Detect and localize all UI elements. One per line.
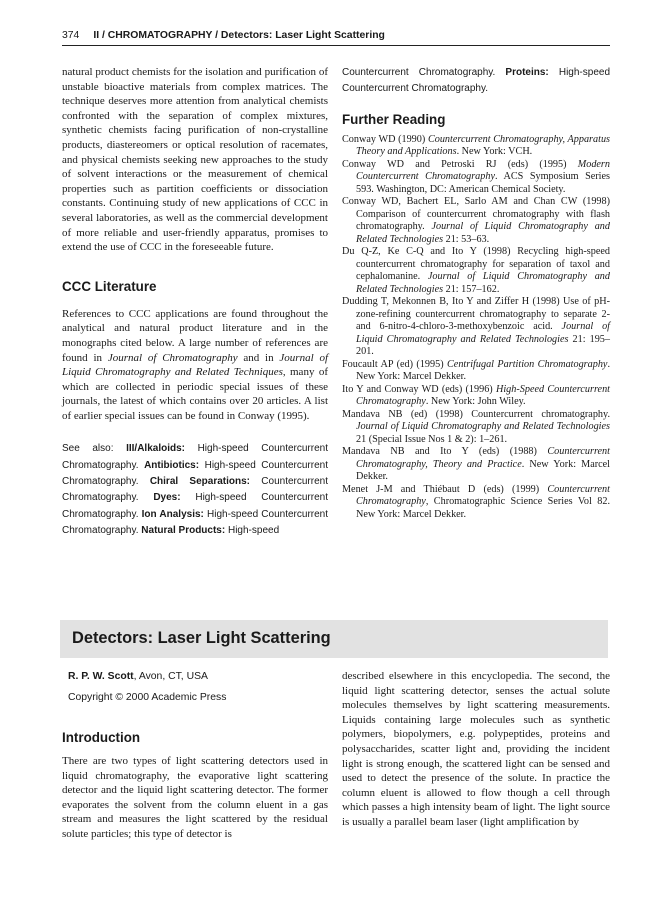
reference-text: Du Q-Z, Ke C-Q and Ito Y (1998) Recycling high-speed countercurrent chromatography for separation of taxol and cephalomanine. [342,246,610,283]
article-left-column [62,730,328,842]
see-also-lead: See also: [62,443,127,455]
ccc-text-2: and in [237,351,280,364]
see-also-proteins[interactable]: Proteins: [505,67,549,78]
reference-text: 21: 157–162. [443,283,500,295]
reference-text: Conway WD (1990) [342,133,428,145]
reference-item [342,246,610,296]
article-byline [68,670,328,705]
reference-title: Journal of Liquid Chromatography and Related Technologies [356,421,610,433]
reference-item [342,359,610,384]
reference-item [342,196,610,246]
reference-text: Ito Y and Conway WD (eds) (1996) [342,383,496,395]
see-also-proteins-text: High-speed Countercurrent Chromatography. [342,67,611,95]
reference-text: . New York: John Wiley. [425,396,526,408]
reference-title: Journal of Liquid Chromatography and Related Technologies [356,321,610,345]
reference-text: Mandava NB (ed) (1998) Countercurrent chromatography. [342,408,610,420]
copyright-line: Copyright © 2000 Academic Press [68,692,227,703]
reference-title: Countercurrent Chromatography, Apparatus Theory and Applications [356,133,610,158]
reference-title: Journal of Liquid Chromatography and Related Technologies [356,271,610,295]
ccc-text-3: , many of which are collected in periodic special issues of these journals, the latest of which contains over 20 articles. A list of earlier special issues can be found in Conway (1995). [62,366,328,422]
reference-title: Countercurrent Chromatography [356,483,610,508]
reference-text: Dudding T, Mekonnen B, Ito Y and Ziffer H (1998) Use of pH-zone-refining countercurrent chromatography to separate 2- and 6-nitro-4-chloro-3-methoxybenzoic acid. [342,296,610,333]
article-title-banner [60,620,608,658]
reference-list [342,134,610,522]
reference-item [342,296,610,359]
introduction-paragraph-left: There are two types of light scattering detectors used in liquid chromatography, the evaporative light scattering detector and the liquid light scattering detector. The former evaporates the solvent from the column eluent in a gas stream and measures the light scattered by the residual solute particles; this type of detector is [62,755,328,840]
see-also-antibiotics-text: High-speed Countercurrent Chromatography. [62,459,328,488]
reference-title: Countercurrent Chromatography, Theory and Practice [356,446,610,470]
introduction-heading: Introduction [62,730,141,745]
left-column [62,65,328,539]
reference-text: Foucault AP (ed) (1995) [342,358,448,370]
introduction-paragraph-right: described elsewhere in this encyclopedia. The second, the liquid light scattering detector, senses the actual solute molecules themselves by light scattering measurements. Liquids containing large molecules such as synthetic polymers, biopolymers, e.g. polypeptides, proteins and polysaccharides, scatter light and, providing the incident light is strong enough, the scattered light can be sensed and used to detect the presence of the solute. In practice the column eluent is allowed to flow though a cell through which passes a high intensity beam of light. The light source is usually a parallel beam laser (light amplification by [342,670,610,828]
reference-item [342,446,610,484]
reference-text: . New York: Marcel Dekker. [356,358,610,383]
see-also-block [62,441,328,539]
journal-chromatography: Journal of Chromatography [107,351,238,364]
ccc-literature-paragraph [62,307,328,424]
reference-title: Journal of Liquid Chromatography and Related Technologies [356,221,610,245]
see-also-chiral-text: Countercurrent Chromatography. [62,476,328,504]
author-name: R. P. W. Scott [68,671,134,682]
page-number: 374 [62,30,80,41]
see-also-continued [342,65,610,98]
ccc-literature-heading: CCC Literature [62,278,157,294]
see-also-dyes[interactable]: Dyes: [153,492,181,504]
reference-text: 21: 53–63. [443,233,490,245]
see-also-antibiotics[interactable]: Antibiotics: [144,459,200,471]
reference-text: Menet J-M and Thiébaut D (eds) (1999) [342,483,548,495]
reference-text: , Chromatographic Science Series Vol 82. New York: Marcel Dekker. [356,496,610,520]
intro-paragraph: natural product chemists for the isolation and purification of unstable bioactive materials from complex matrices. The technique deserves more attention from analytical chemists confronted with the separation of complex mixtures, synthetic chemists facing purification of non-crystalline products, diastereomers or optical resolution of racemates, and physical chemists seeking new approaches to the study of solvent interactions or the measurement of chemical properties such as partition coefficients or dissociation constants. Continuing study of new applications of CCC in several laboratories, as well as the commercial development of more reliable and user-friendly apparatus, promises to extend the use of CCC in the foreseeable future. [62,66,328,254]
reference-item [342,159,610,197]
author-line [68,670,328,684]
running-header [62,29,610,46]
journal-liquid-chromatography: Journal of Liquid Chromatography and Related Techniques [62,351,328,379]
reference-text: Conway WD, Bachert EL, Sarlo AM and Chan CW (1998) Comparison of countercurrent chromatography with flash chromatography. [342,196,610,233]
author-affiliation: , Avon, CT, USA [133,671,208,682]
reference-title: Centrifugal Partition Chromatography [447,358,608,370]
see-also-alkaloids-text: High-speed Countercurrent Chromatography. [62,443,328,471]
reference-item [342,484,610,522]
reference-text: 21 (Special Issue Nos 1 & 2): 1–261. [356,433,508,445]
article-title: Detectors: Laser Light Scattering [72,629,331,647]
see-also-dyes-text: High-speed Countercurrent Chromatography. [62,492,328,520]
see-also-natural-products[interactable]: Natural Products: [141,524,226,536]
see-also-chiral[interactable]: Chiral Separations: [149,476,251,488]
reference-text: Conway WD and Petroski RJ (eds) (1995) [342,158,578,170]
reference-title: Modern Countercurrent Chromatography [356,158,610,183]
reference-title: High-Speed Countercurrent Chromatography [356,383,610,408]
reference-item [342,384,610,409]
reference-item [342,409,610,447]
reference-text: . New York: Marcel Dekker. [356,458,610,483]
see-also-ion-text: High-speed Countercurrent Chromatography. [62,508,328,536]
running-title: II / CHROMATOGRAPHY / Detectors: Laser Light Scattering [93,30,385,41]
further-reading-heading: Further Reading [342,111,446,127]
reference-text: 21: 195–201. [356,333,610,358]
reference-text: Mandava NB and Ito Y (eds) (1988) [342,446,548,458]
ccc-text-1: References to CCC applications are found throughout the analytical and natural product literature and in the monographs cited below. A large number of references are found in [62,307,328,364]
right-column [342,65,610,521]
see-also-cont-text: Countercurrent Chromatography. [342,67,506,78]
reference-item [342,134,610,159]
see-also-natural-text: High-speed [225,524,280,536]
see-also-ion-analysis[interactable]: Ion Analysis: [141,508,204,520]
article-right-column [342,669,610,830]
reference-text: . ACS Symposium Series 593. Washington, DC: American Chemical Society. [356,171,610,195]
see-also-alkaloids[interactable]: III/Alkaloids: [126,443,185,455]
reference-text: . New York: VCH. [456,146,533,158]
